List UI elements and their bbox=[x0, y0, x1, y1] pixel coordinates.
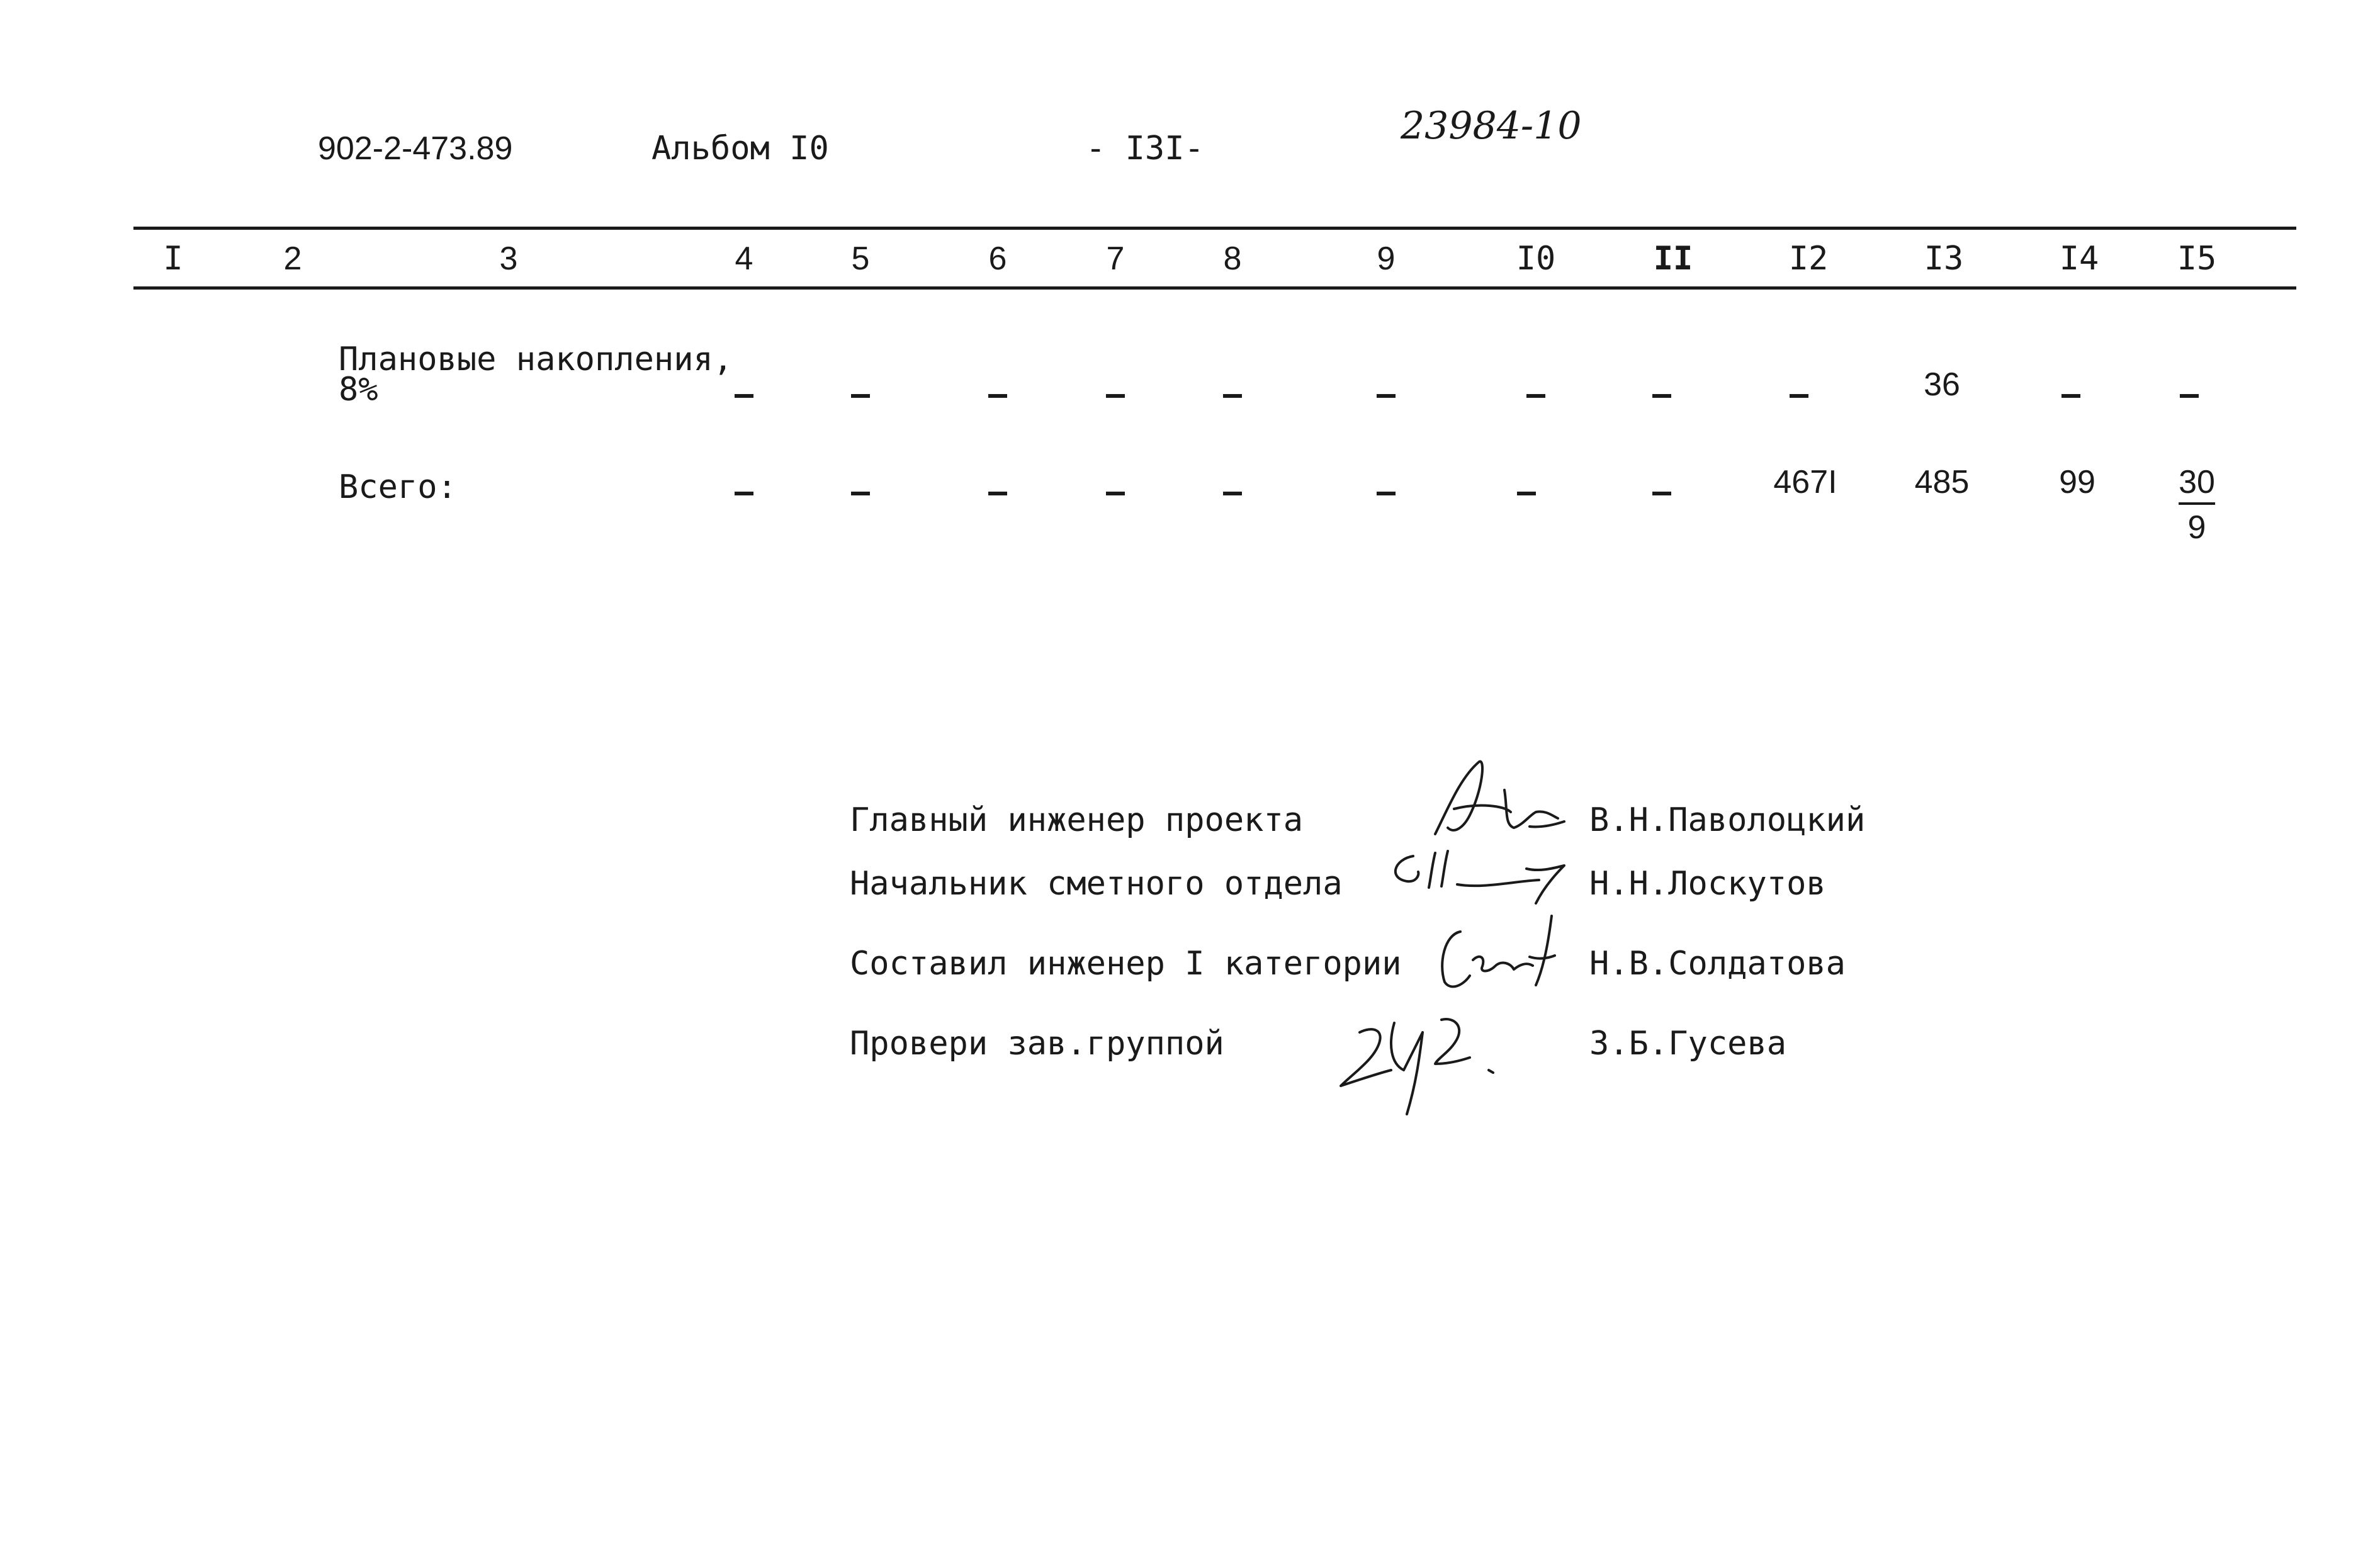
dash-mark bbox=[988, 394, 1007, 398]
dash-mark bbox=[1377, 492, 1396, 495]
table-cell: 485 bbox=[1914, 464, 1970, 500]
row-label: Плановые накопления, bbox=[339, 341, 733, 378]
table-cell bbox=[1652, 475, 1671, 508]
table-cell bbox=[1223, 378, 1242, 410]
handwritten-signature bbox=[1328, 1001, 1517, 1120]
table-cell bbox=[735, 475, 753, 508]
dash-mark bbox=[988, 492, 1007, 495]
column-header: 9 bbox=[1377, 240, 1396, 277]
table-cell bbox=[1106, 475, 1125, 508]
table-cell bbox=[988, 378, 1007, 410]
column-header: I0 bbox=[1516, 240, 1556, 278]
dash-mark bbox=[1106, 492, 1125, 495]
column-header: I5 bbox=[2177, 240, 2217, 278]
dash-mark bbox=[1106, 394, 1125, 398]
table-cell: 36 bbox=[1924, 366, 1960, 403]
dash-mark bbox=[1790, 394, 1808, 398]
signatory-name: Н.В.Солдатова bbox=[1589, 945, 1846, 983]
table-cell: 99 bbox=[2059, 464, 2095, 500]
dash-mark bbox=[851, 394, 870, 398]
table-cell bbox=[1106, 378, 1125, 410]
table-cell bbox=[1377, 475, 1396, 508]
table-top-rule bbox=[133, 227, 2296, 230]
signatory-name: Н.Н.Лоскутов bbox=[1589, 865, 1826, 903]
dash-mark bbox=[2061, 394, 2080, 398]
signatory-name: В.Н.Паволоцкий bbox=[1589, 801, 1866, 839]
column-header: 6 bbox=[988, 240, 1007, 277]
table-header-bottom-rule bbox=[133, 286, 2296, 290]
fraction-denominator: 9 bbox=[2187, 509, 2206, 546]
dash-mark bbox=[1517, 492, 1536, 495]
fraction-numerator: 30 bbox=[2179, 466, 2215, 505]
signatory-name: З.Б.Гусева bbox=[1589, 1025, 1787, 1063]
table-cell bbox=[2061, 378, 2080, 410]
table-cell bbox=[735, 378, 753, 410]
dash-mark bbox=[851, 492, 870, 495]
table-cell bbox=[2180, 378, 2199, 410]
signature-role: Провери зав.группой bbox=[850, 1025, 1224, 1063]
column-header: 2 bbox=[283, 240, 302, 277]
table-cell bbox=[1526, 378, 1545, 410]
signature-role: Главный инженер проекта bbox=[850, 801, 1304, 839]
column-header: I bbox=[163, 240, 183, 278]
table-cell bbox=[1652, 378, 1671, 410]
table-cell-fraction bbox=[2179, 466, 2215, 544]
dash-mark bbox=[1223, 492, 1242, 495]
dash-mark bbox=[1377, 394, 1396, 398]
table-cell bbox=[1517, 475, 1536, 508]
album-label: Альбом I0 bbox=[651, 130, 829, 167]
row-label-continuation: 8% bbox=[339, 371, 378, 409]
handwritten-signature bbox=[1382, 844, 1589, 913]
dash-mark bbox=[1652, 492, 1671, 495]
signature-role: Составил инженер I категории bbox=[850, 945, 1402, 983]
column-header: 3 bbox=[499, 240, 518, 277]
column-header: I2 bbox=[1788, 240, 1829, 278]
dash-mark bbox=[1652, 394, 1671, 398]
table-cell bbox=[851, 378, 870, 410]
column-header: II bbox=[1653, 240, 1693, 278]
table-cell: 467I bbox=[1773, 464, 1837, 500]
column-header: 5 bbox=[851, 240, 870, 277]
dash-mark bbox=[2180, 394, 2199, 398]
column-header: I3 bbox=[1924, 240, 1964, 278]
column-header: 8 bbox=[1223, 240, 1242, 277]
table-cell bbox=[1223, 475, 1242, 508]
column-header: 4 bbox=[735, 240, 753, 277]
dash-mark bbox=[1526, 394, 1545, 398]
dash-mark bbox=[735, 492, 753, 495]
row-label: Всего: bbox=[339, 468, 457, 506]
handwritten-signature bbox=[1410, 752, 1574, 847]
dash-mark bbox=[735, 394, 753, 398]
table-cell bbox=[988, 475, 1007, 508]
handwritten-signature bbox=[1426, 913, 1571, 995]
column-header: 7 bbox=[1106, 240, 1125, 277]
signature-role: Начальник сметного отдела bbox=[850, 865, 1343, 903]
table-cell bbox=[851, 475, 870, 508]
document-code: 902-2-473.89 bbox=[318, 130, 513, 167]
dash-mark bbox=[1223, 394, 1242, 398]
column-header: I4 bbox=[2059, 240, 2099, 278]
handwritten-registration-number: 23984-10 bbox=[1401, 104, 1582, 148]
table-cell bbox=[1377, 378, 1396, 410]
table-cell bbox=[1790, 378, 1808, 410]
page-number: - I3I- bbox=[1086, 130, 1204, 167]
